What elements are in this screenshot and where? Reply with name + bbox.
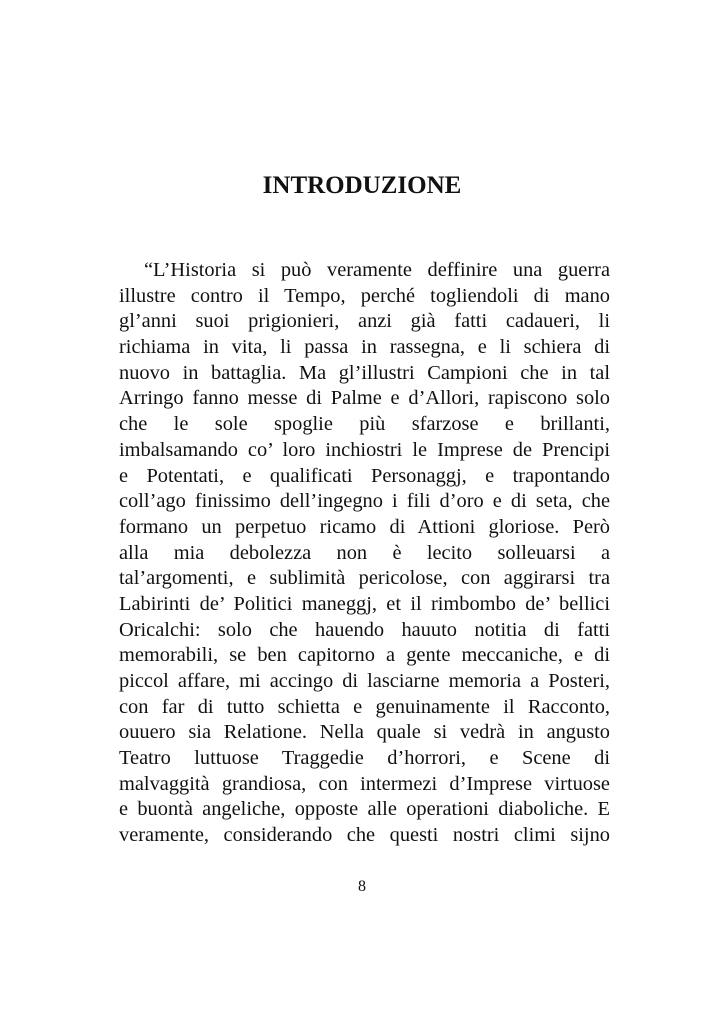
text-line: richiama in vita, li passa in rassegna, e li schiera di [119,336,610,359]
text-line: “L’Historia si può veramente deffinire una guerra [144,259,610,281]
text-line: formano un perpetuo ricamo di Attioni gloriose. Però [119,515,610,538]
text-line: coll’ago finissimo dell’ingegno i fili d’oro e di seta, che [119,490,610,513]
text-line: gl’anni suoi prigionieri, anzi già fatti cadaueri, li [119,310,610,333]
text-line: piccol affare, mi accingo di lasciarne memoria a Posteri, [119,670,610,692]
text-line: nuovo in battaglia. Ma gl’illustri Campioni che in tal [119,361,610,384]
text-line: memorabili, se ben capitorno a gente meccaniche, e di [119,644,610,667]
text-line: ouuero sia Relatione. Nella quale si vedrà in angusto [119,721,610,744]
text-line: e Potentati, e qualificati Personaggj, e trapontando [119,464,610,487]
body-paragraph [119,258,610,849]
page-title: INTRODUZIONE [262,172,462,199]
text-line: malvaggità grandiosa, con intermezi d’Imprese virtuose [119,772,610,795]
text-line: alla mia debolezza non è lecito solleuarsi a [119,541,610,564]
text-line: veramente, considerando che questi nostri climi sijno [119,824,610,847]
text-line: Labirinti de’ Politici maneggj, et il rimbombo de’ bellici [119,592,610,615]
text-line: Arringo fanno messe di Palme e d’Allori, rapiscono solo [119,387,610,410]
text-line: imbalsamando co’ loro inchiostri le Imprese de Prencipi [119,438,610,461]
text-line: che le sole spoglie più sfarzose e brillanti, [119,413,610,436]
text-line: illustre contro il Tempo, perché togliendoli di mano [119,284,610,307]
text-line: con far di tutto schietta e genuinamente il Racconto, [119,695,610,718]
text-line: e buontà angeliche, opposte alle operationi diaboliche. E [119,798,610,821]
text-line: Teatro luttuose Traggedie d’horrori, e Scene di [119,747,610,770]
text-line: Oricalchi: solo che hauendo hauuto notitia di fatti [119,618,610,641]
page-number: 8 [358,878,366,895]
text-line: tal’argomenti, e sublimità pericolose, con aggirarsi tra [119,567,610,590]
